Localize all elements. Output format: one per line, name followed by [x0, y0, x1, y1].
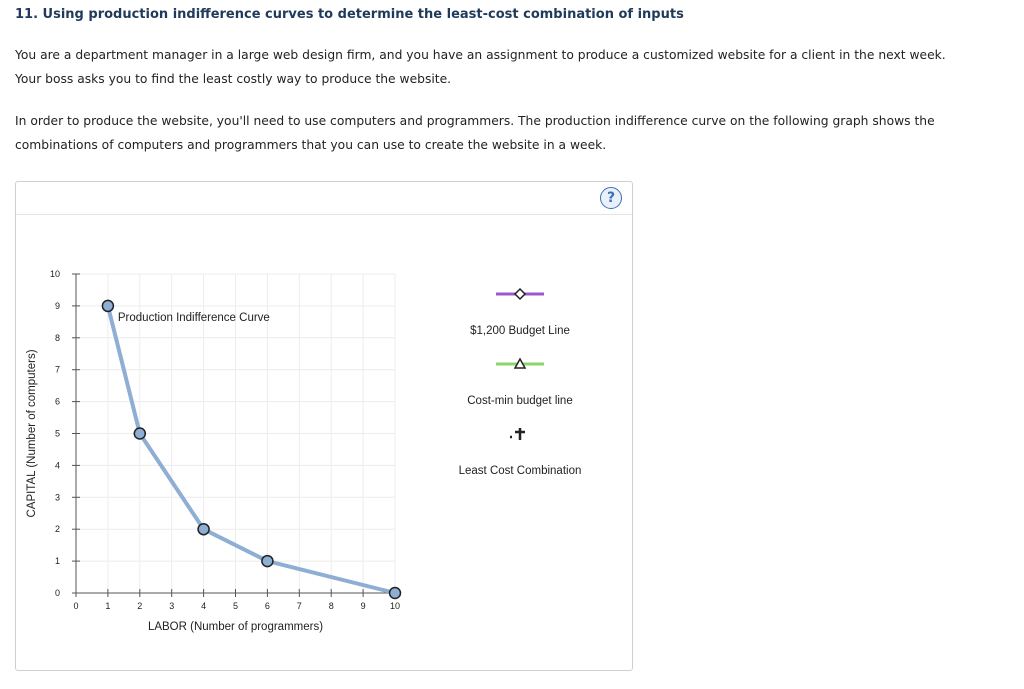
y-axis-label: CAPITAL (Number of computers)	[26, 349, 38, 518]
legend-label: Cost-min budget line	[467, 395, 573, 407]
legend-label: $1,200 Budget Line	[470, 325, 570, 337]
series-layer	[102, 300, 400, 598]
x-tick-label: 3	[169, 601, 175, 611]
curve-point	[198, 524, 209, 535]
question-title: 11. Using production indifference curves to determine the least-cost combination of inputs	[15, 7, 684, 22]
y-tick-label: 5	[54, 428, 60, 439]
x-tick-label: 1	[105, 601, 111, 611]
curve-point	[134, 428, 145, 439]
legend[interactable]	[459, 289, 582, 477]
indifference-curve-line	[108, 306, 395, 593]
x-tick-label: 6	[264, 601, 270, 611]
intro-line-1: You are a department manager in a large web design firm, and you have an assignment to produce a customized website for a client in the next week.	[15, 48, 946, 62]
x-tick-label: 2	[137, 601, 143, 611]
x-tick-label: 4	[201, 601, 207, 611]
y-tick-label: 8	[54, 332, 60, 343]
legend-label: Least Cost Combination	[458, 465, 582, 477]
diamond-icon	[515, 289, 525, 299]
y-tick-label: 2	[54, 524, 60, 535]
legend-item[interactable]	[459, 428, 582, 477]
instruction-line-2: combinations of computers and programmers that you can use to create the website in a week.	[15, 138, 607, 152]
x-tick-label: 10	[389, 601, 401, 611]
intro-paragraph	[15, 43, 946, 91]
x-tick-label: 5	[232, 601, 239, 611]
curve-point	[390, 588, 401, 599]
intro-line-2: Your boss asks you to find the least costly way to produce the website.	[15, 72, 452, 86]
series-label: Production Indifference Curve	[117, 311, 270, 324]
x-tick-label: 7	[296, 601, 302, 611]
instruction-line-1: In order to produce the website, you'll need to use computers and programmers. The production indifference curve on the following graph shows the	[15, 114, 935, 128]
curve-point	[262, 556, 273, 567]
y-tick-label: 1	[54, 556, 60, 567]
curve-point	[102, 300, 113, 311]
graph-canvas[interactable]	[16, 182, 632, 670]
x-tick-label: 0	[73, 601, 79, 611]
instruction-paragraph	[15, 109, 935, 157]
legend-item[interactable]	[470, 289, 570, 337]
y-tick-label: 6	[54, 396, 60, 407]
x-tick-label: 8	[328, 601, 334, 611]
x-axis-label: LABOR (Number of programmers)	[147, 621, 324, 633]
y-tick-label: 3	[54, 492, 60, 503]
y-tick-label: 4	[54, 460, 60, 471]
y-tick-label: 7	[54, 364, 60, 375]
y-tick-label: 9	[54, 300, 60, 311]
x-tick-label: 9	[360, 601, 366, 611]
y-tick-label: 10	[49, 269, 60, 279]
legend-item[interactable]	[467, 359, 572, 407]
y-tick-label: 0	[54, 588, 60, 598]
help-icon[interactable]: ?	[600, 187, 622, 209]
graph-panel	[15, 181, 633, 671]
